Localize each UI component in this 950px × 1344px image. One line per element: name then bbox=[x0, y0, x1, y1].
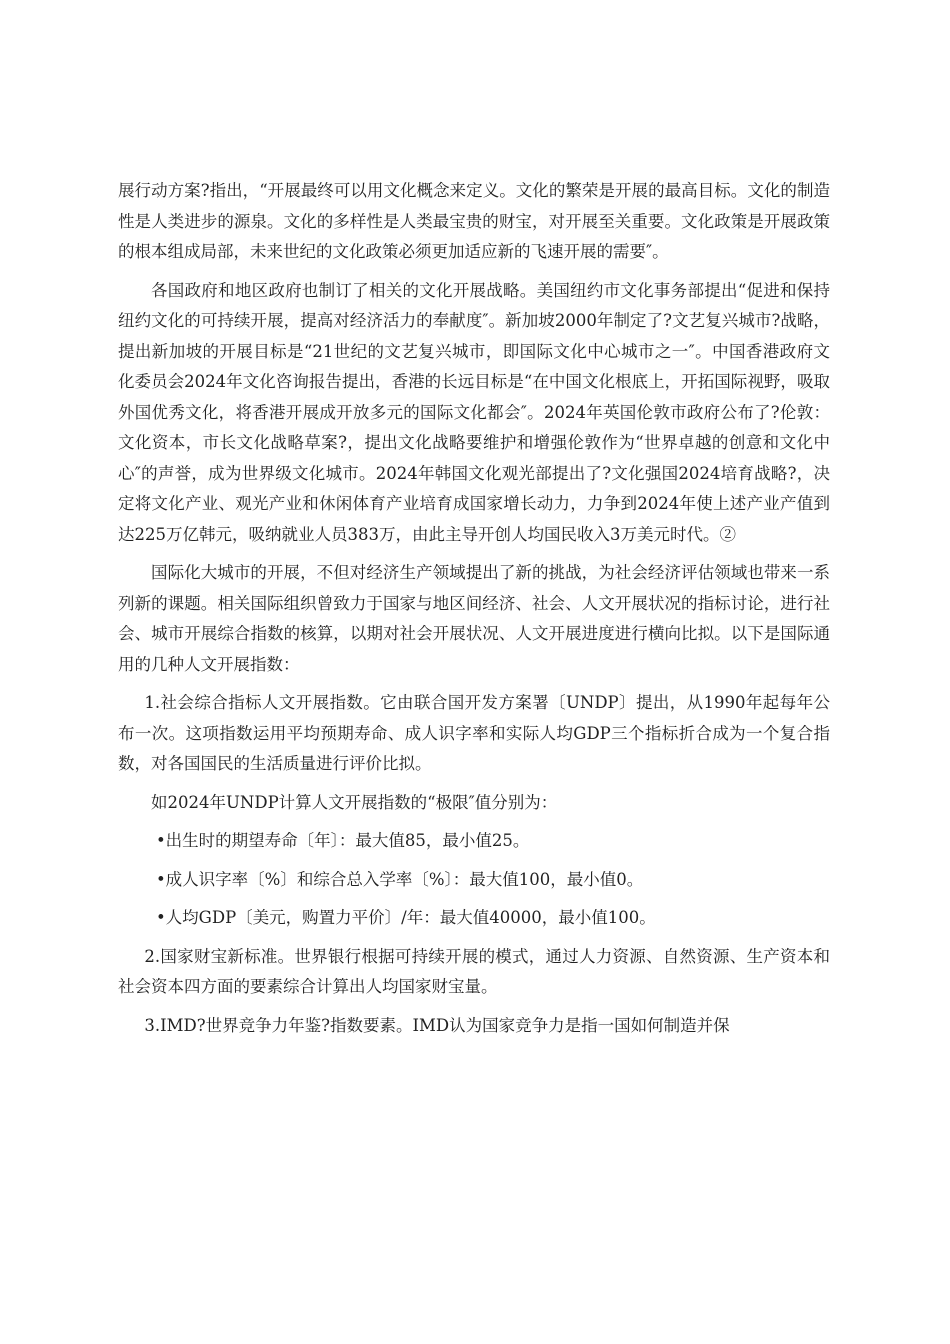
list-item-hdi: 1.社会综合指标人文开展指数。它由联合国开发方案署〔UNDP〕提出，从1990年起每年公布一次。这项指数运用平均预期寿命、成人识字率和实际人均GDP三个指标折合成为一个复合指数，对各国国民的生活质量进行评价比拟。 bbox=[118, 693, 830, 773]
bullet-life-expectancy: •出生时的期望寿命〔年〕：最大值85，最小值25。 bbox=[155, 831, 530, 850]
paragraph-undp-limits: 如2024年UNDP计算人文开展指数的“极限″值分别为： bbox=[151, 792, 558, 812]
paragraph-culture-action-plan: 展行动方案?指出，“开展最终可以用文化概念来定义。文化的繁荣是开展的最高目标。文化的制造性是人类进步的源泉。文化的多样性是人类最宝贵的财宝，对开展至关重要。文化政策是开展政策的根本组成局部，未来世纪的文化政策必须更加适应新的飞速开展的需要″。 bbox=[118, 181, 830, 261]
list-item-national-wealth: 2.国家财宝新标准。世界银行根据可持续开展的模式，通过人力资源、自然资源、生产资本和社会资本四方面的要素综合计算出人均国家财宝量。 bbox=[118, 946, 830, 996]
paragraph-city-culture-strategies: 各国政府和地区政府也制订了相关的文化开展战略。美国纽约市文化事务部提出“促进和保持纽约文化的可持续开展，提高对经济活力的奉献度″。新加坡2000年制定了?文艺复兴城市?战略，提出新加坡的开展目标是“21世纪的文艺复兴城市，即国际文化中心城市之一″。中国香港政府文化委员会2024年文化咨询报告提出，香港的长远目标是“在中国文化根底上，开拓国际视野，吸取外国优秀文化，将香港开展成开放多元的国际文化都会″。2024年英国伦敦市政府公布了?伦敦：文化资本，市长文化战略草案?，提出文化战略要维护和增强伦敦作为“世界卓越的创意和文化中心″的声誉，成为世界级文化城市。2024年韩国文化观光部提出了?文化强国2024培育战略?，决定将文化产业、观光产业和休闲体育产业培育成国家增长动力，力争到2024年使上述产业产值到达225万亿韩元，吸纳就业人员383万，由此主导开创人均国民收入3万美元时代。② bbox=[118, 280, 830, 544]
document-body bbox=[118, 176, 830, 1049]
paragraph-international-indices-intro: 国际化大城市的开展，不但对经济生产领域提出了新的挑战，为社会经济评估领域也带来一系列新的课题。相关国际组织曾致力于国家与地区间经济、社会、人文开展状况的指标讨论，进行社会、城市开展综合指数的核算，以期对社会开展状况、人文开展进度进行横向比拟。以下是国际通用的几种人文开展指数： bbox=[118, 563, 830, 674]
list-item-imd-competitiveness: 3.IMD?世界竞争力年鉴?指数要素。IMD认为国家竞争力是指一国如何制造并保 bbox=[144, 1015, 730, 1035]
bullet-gdp-per-capita: •人均GDP〔美元，购置力平价〕/年：最大值40000，最小值100。 bbox=[155, 908, 656, 927]
bullet-literacy-rate: •成人识字率〔%〕和综合总入学率〔%〕：最大值100，最小值0。 bbox=[155, 869, 644, 889]
